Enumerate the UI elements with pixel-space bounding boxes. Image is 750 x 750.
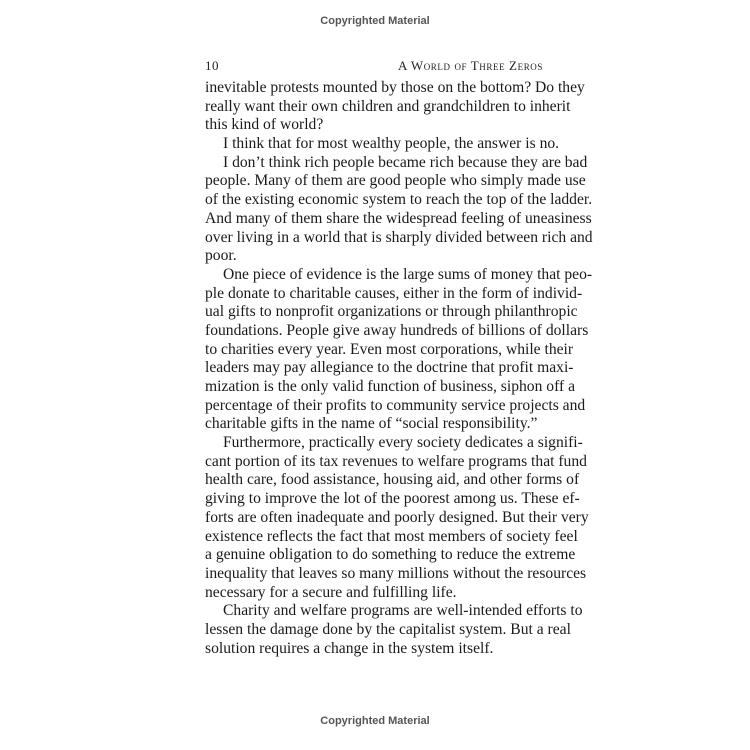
text-line: ual gifts to nonprofit organizations or through philanthropic [205,303,578,321]
text-line: ple donate to charitable causes, either in the form of individ- [205,284,583,302]
text-line: mization is the only valid function of business, siphon off a [205,378,576,395]
text-line: leaders may pay allegiance to the doctrine that profit maxi- [205,359,574,377]
body-text [205,79,593,658]
text-line: really want their own children and grandchildren to inherit [205,97,571,115]
text-line: percentage of their profits to community service projects and [205,396,586,414]
text-line: inevitable protests mounted by those on the bottom? Do they [205,79,585,96]
text-line: forts are often inadequate and poorly designed. But their very [205,508,589,526]
text-line: One piece of evidence is the large sums of money that peo- [223,265,593,283]
text-line: existence reflects the fact that most members of society feel [205,527,578,545]
text-line: cant portion of its tax revenues to welfare programs that fund [205,452,587,470]
text-line: this kind of world? [205,116,324,134]
text-line: lessen the damage done by the capitalist system. But a real [205,620,571,638]
text-line: solution requires a change in the system itself. [205,639,494,657]
text-line: foundations. People give away hundreds of billions of dollars [205,321,589,339]
text-line: necessary for a secure and fulfilling life. [205,583,457,601]
text-line: health care, food assistance, housing aid, and other forms of [205,471,580,489]
page-number: 10 [205,58,219,73]
text-line: And many of them share the widespread feeling of uneasiness [205,209,592,227]
copyright-watermark-bottom: Copyrighted Material [320,715,430,727]
copyright-watermark-top: Copyrighted Material [320,15,430,27]
text-line: people. Many of them are good people who simply made use [205,172,586,190]
text-line: poor. [205,247,237,265]
text-line: to charities every year. Even most corporations, while their [205,340,574,358]
text-line: charitable gifts in the name of “social responsibility.” [205,415,538,433]
text-line: over living in a world that is sharply divided between rich and [205,228,593,246]
book-title: A World of Three Zeros [397,58,543,73]
text-line: I think that for most wealthy people, the answer is no. [223,135,560,153]
text-line: I don’t think rich people became rich because they are bad [223,153,588,171]
text-line: inequality that leaves so many millions without the resources [205,564,587,582]
text-line: giving to improve the lot of the poorest among us. These ef- [205,490,580,508]
text-line: Furthermore, practically every society dedicates a signifi- [223,434,583,452]
text-line: Charity and welfare programs are well-intended efforts to [223,602,583,620]
text-line: of the existing economic system to reach the top of the ladder. [205,191,593,209]
text-line: a genuine obligation to do something to reduce the extreme [205,546,576,564]
